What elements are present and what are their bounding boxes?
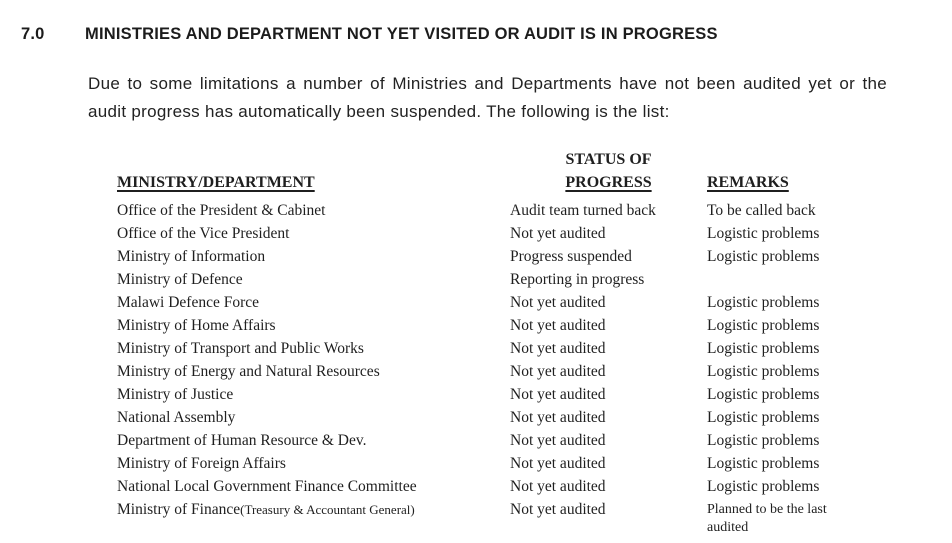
ministry-name: Ministry of Information — [117, 248, 266, 265]
page-title: MINISTRIES AND DEPARTMENT NOT YET VISITED OR AUDIT IS IN PROGRESS — [85, 25, 718, 43]
status-cell: Not yet audited — [510, 363, 606, 380]
table-row — [117, 360, 952, 383]
ministry-cell — [117, 314, 510, 337]
table-row — [117, 245, 952, 268]
status-column-header-line1: STATUS OF — [565, 151, 652, 168]
ministry-name: Office of the President & Cabinet — [117, 202, 326, 219]
table-row — [117, 337, 952, 360]
ministry-column-header-cell — [117, 171, 510, 194]
ministry-name: Malawi Defence Force — [117, 294, 260, 311]
status-cell: Not yet audited — [510, 478, 606, 495]
table-row — [117, 475, 952, 498]
ministry-cell — [117, 475, 510, 498]
ministry-cell — [117, 383, 510, 406]
table-header-row — [117, 148, 952, 194]
status-column-header-line2: PROGRESS — [565, 174, 652, 191]
status-cell: Not yet audited — [510, 501, 606, 518]
remarks-cell: To be called back — [707, 202, 816, 219]
status-cell: Reporting in progress — [510, 271, 645, 288]
remarks-cell: Planned to be the last audited — [707, 502, 827, 535]
section-heading — [21, 25, 952, 44]
status-cell: Not yet audited — [510, 225, 606, 242]
ministry-name: Ministry of Home Affairs — [117, 317, 276, 334]
ministry-name: Ministry of Justice — [117, 386, 234, 403]
table-row — [117, 498, 952, 537]
ministry-name: Ministry of Energy and Natural Resources — [117, 363, 380, 380]
ministry-name: Department of Human Resource & Dev. — [117, 432, 367, 449]
table-row — [117, 406, 952, 429]
ministry-cell — [117, 429, 510, 452]
ministry-name: Ministry of Foreign Affairs — [117, 455, 286, 472]
status-cell: Audit team turned back — [510, 202, 656, 219]
status-cell: Not yet audited — [510, 409, 606, 426]
ministry-cell — [117, 222, 510, 245]
ministry-name: Ministry of Transport and Public Works — [117, 340, 364, 357]
ministry-cell — [117, 199, 510, 222]
table-row — [117, 268, 952, 291]
status-cell: Not yet audited — [510, 455, 606, 472]
remarks-cell — [707, 268, 867, 291]
status-cell: Not yet audited — [510, 386, 606, 403]
ministry-name: Ministry of Finance — [117, 501, 241, 518]
status-cell: Progress suspended — [510, 248, 632, 265]
ministry-cell — [117, 406, 510, 429]
ministry-cell — [117, 291, 510, 314]
remarks-cell: Logistic problems — [707, 340, 820, 357]
table-row — [117, 199, 952, 222]
ministry-name: National Assembly — [117, 409, 236, 426]
remarks-cell: Logistic problems — [707, 386, 820, 403]
ministry-cell — [117, 245, 510, 268]
ministry-cell — [117, 452, 510, 475]
table-row — [117, 452, 952, 475]
ministry-name: National Local Government Finance Committee — [117, 478, 417, 495]
table-row — [117, 222, 952, 245]
status-cell: Not yet audited — [510, 432, 606, 449]
status-column-header-cell — [510, 148, 707, 194]
ministries-table — [117, 148, 952, 537]
status-cell: Not yet audited — [510, 294, 606, 311]
status-cell: Not yet audited — [510, 340, 606, 357]
table-row — [117, 429, 952, 452]
ministry-name: Ministry of Defence — [117, 271, 243, 288]
ministry-cell — [117, 337, 510, 360]
ministry-cell — [117, 268, 510, 291]
remarks-cell: Logistic problems — [707, 294, 820, 311]
table-body — [117, 199, 952, 537]
remarks-cell: Logistic problems — [707, 432, 820, 449]
ministry-name-suffix: (Treasury & Accountant General) — [240, 502, 415, 517]
ministry-cell — [117, 498, 510, 537]
remarks-cell: Logistic problems — [707, 317, 820, 334]
ministry-cell — [117, 360, 510, 383]
table-row — [117, 383, 952, 406]
ministry-column-header: MINISTRY/DEPARTMENT — [117, 174, 315, 191]
table-row — [117, 314, 952, 337]
remarks-cell: Logistic problems — [707, 248, 820, 265]
ministry-name: Office of the Vice President — [117, 225, 290, 242]
remarks-cell: Logistic problems — [707, 363, 820, 380]
status-cell: Not yet audited — [510, 317, 606, 334]
remarks-cell: Logistic problems — [707, 409, 820, 426]
remarks-column-header-cell — [707, 171, 867, 194]
remarks-cell: Logistic problems — [707, 225, 820, 242]
intro-paragraph: Due to some limitations a number of Ministries and Departments have not been audited yet or the audit progress has automatically been suspended. The following is the list: — [88, 74, 887, 121]
remarks-column-header: REMARKS — [707, 174, 789, 191]
remarks-cell: Logistic problems — [707, 455, 820, 472]
remarks-cell: Logistic problems — [707, 478, 820, 495]
section-number: 7.0 — [21, 25, 45, 43]
table-row — [117, 291, 952, 314]
